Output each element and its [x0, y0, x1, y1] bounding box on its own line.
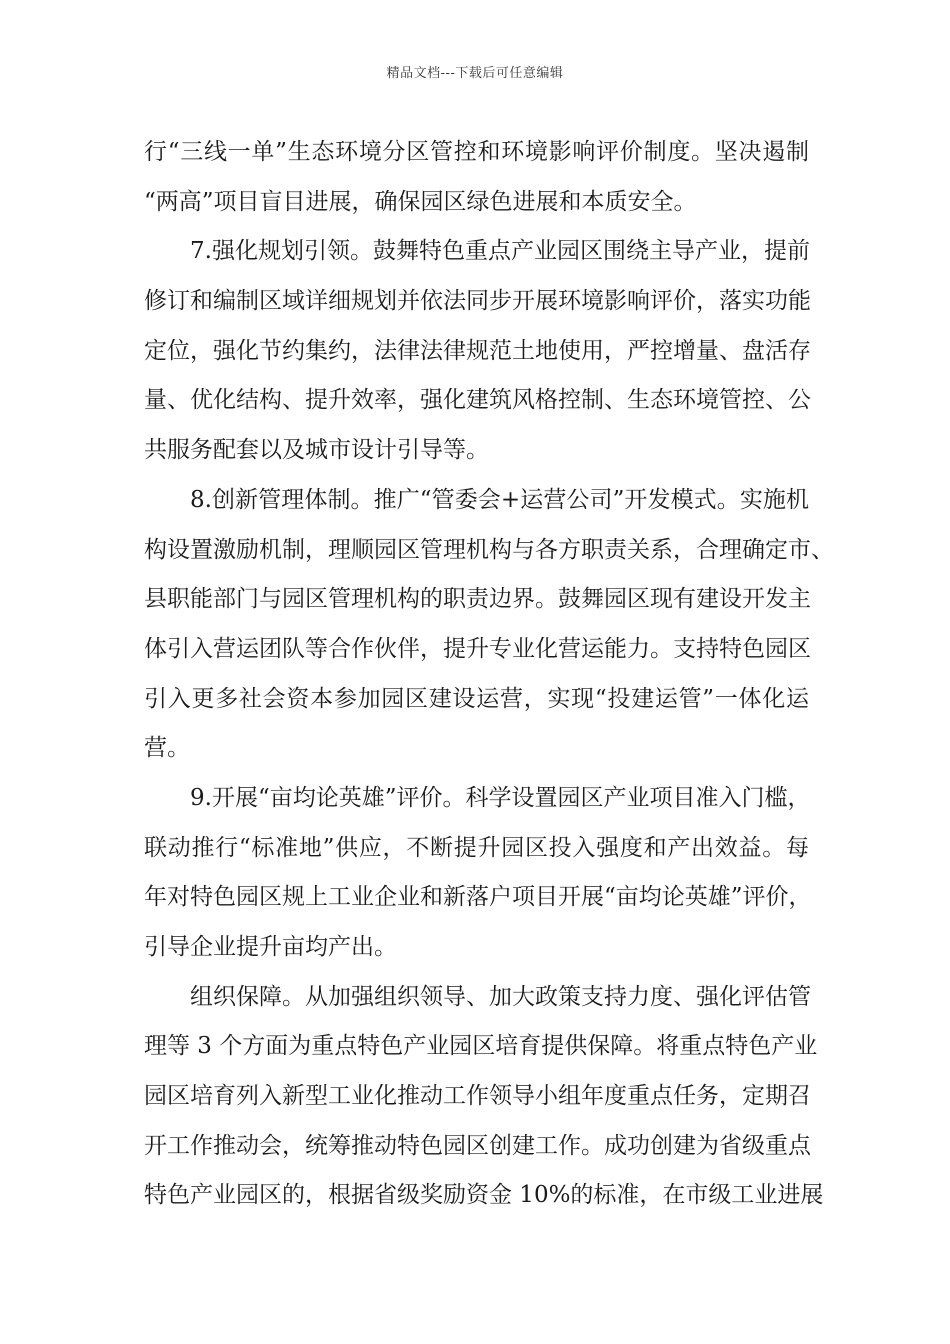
- text-line: 特色产业园区的，根据省级奖励资金 10%的标准，在市级工业进展: [144, 1182, 824, 1209]
- text-line: 9.开展“亩均论英雄”评价。科学设置园区产业项目准入门槛，: [190, 784, 811, 811]
- text-line: 园区培育列入新型工业化推动工作领导小组年度重点任务，定期召: [144, 1083, 811, 1110]
- paragraph: [144, 973, 824, 1221]
- text-line: 理等 3 个方面为重点特色产业园区培育提供保障。将重点特色产业: [144, 1033, 818, 1060]
- text-line: 引导企业提升亩均产出。: [144, 934, 397, 960]
- text-line: 量、优化结构、提升效率，强化建筑风格控制、生态环境管控、公: [144, 387, 811, 414]
- paragraph: [144, 128, 809, 227]
- text-line: 7.强化规划引领。鼓舞特色重点产业园区围绕主导产业，提前: [190, 238, 810, 265]
- text-line: 构设置激励机制，理顺园区管理机构与各方职责关系，合理确定市、: [144, 536, 834, 563]
- text-line: 引入更多社会资本参加园区建设运营，实现“投建运管”一体化运: [144, 685, 809, 712]
- page-header: 精品文档---下载后可任意编辑: [386, 66, 564, 81]
- paragraph: [144, 227, 809, 475]
- text-line: 县职能部门与园区管理机构的职责边界。鼓舞园区现有建设开发主: [144, 586, 811, 613]
- text-line: 组织保障。从加强组织领导、加大政策支持力度、强化评估管: [190, 983, 811, 1010]
- paragraph: [144, 774, 812, 973]
- text-line: 修订和编制区域详细规划并依法同步开展环境影响评价，落实功能: [144, 288, 811, 315]
- text-line: 营。: [144, 735, 190, 762]
- paragraph: [144, 476, 834, 774]
- text-line: 联动推行“标准地”供应，不断提升园区投入强度和产出效益。每: [144, 834, 809, 861]
- text-line: 开工作推动会，统筹推动特色园区创建工作。成功创建为省级重点: [144, 1132, 811, 1159]
- text-line: 8.创新管理体制。推广“管委会+运营公司”开发模式。实施机: [190, 486, 809, 513]
- text-line: “两高”项目盲目进展，确保园区绿色进展和本质安全。: [144, 188, 697, 215]
- text-line: 共服务配套以及城市设计引导等。: [144, 437, 489, 464]
- text-line: 定位，强化节约集约，法律法律规范土地使用，严控增量、盘活存: [144, 337, 811, 364]
- text-line: 年对特色园区规上工业企业和新落户项目开展“亩均论英雄”评价，: [144, 884, 812, 911]
- document-body: [144, 128, 834, 1221]
- text-line: 体引入营运团队等合作伙伴，提升专业化营运能力。支持特色园区: [144, 635, 811, 662]
- text-line: 行“三线一单”生态环境分区管控和环境影响评价制度。坚决遏制: [144, 139, 809, 165]
